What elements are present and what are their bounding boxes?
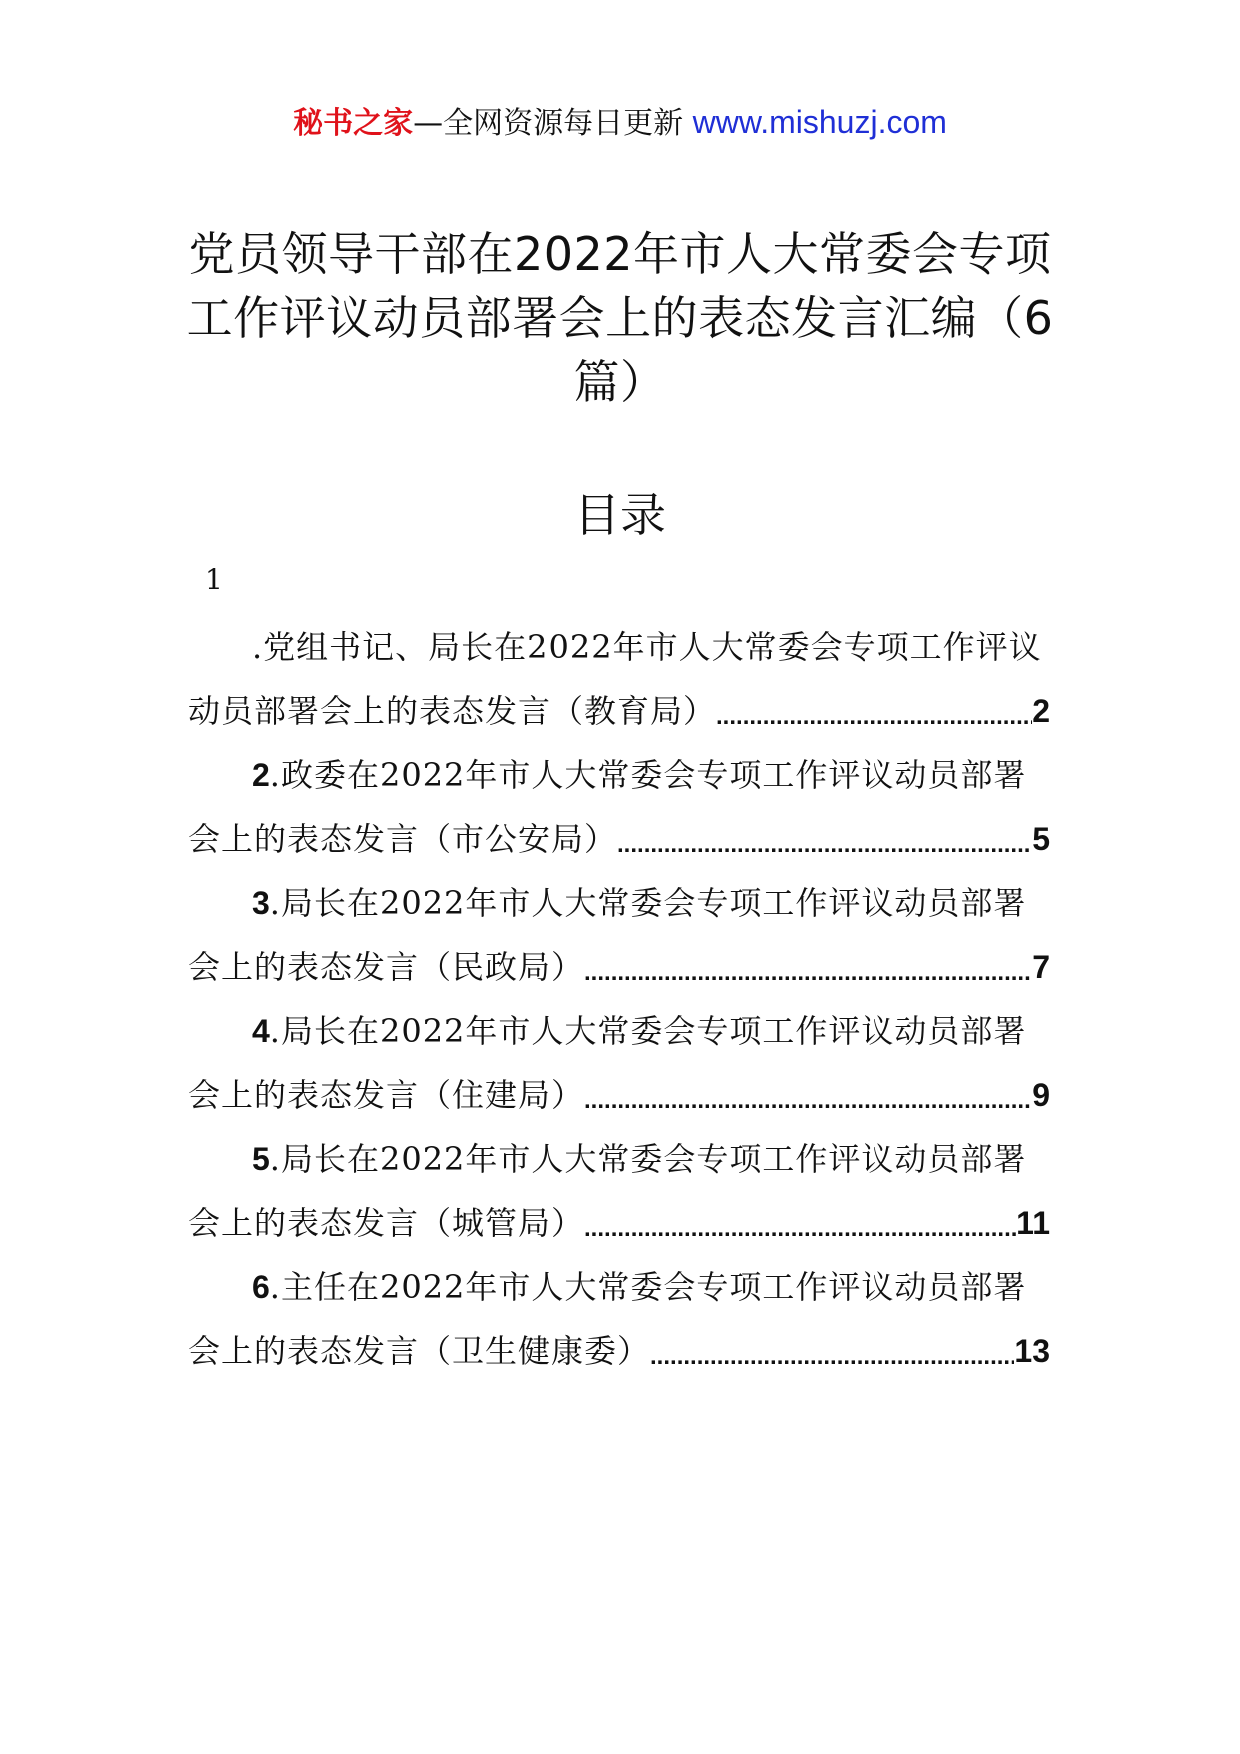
toc-entry-line2: 动员部署会上的表态发言（教育局） (188, 692, 717, 730)
toc-entry-line2: 会上的表态发言（卫生健康委） (188, 1332, 651, 1370)
toc-entry-line1: .局长在2022年市人大常委会专项工作评议动员部署 (269, 884, 1027, 922)
toc-entry-line2: 会上的表态发言（民政局） (188, 948, 585, 986)
toc-entry-4[interactable] (188, 999, 1050, 1127)
toc-heading: 目录 (574, 488, 666, 542)
toc-entry-number: 6 (252, 1269, 270, 1305)
toc-entry-title (188, 871, 1050, 935)
toc-leader-dots (584, 1203, 1016, 1255)
toc-entry-1[interactable] (188, 615, 1050, 743)
toc-entry-page: 11 (1016, 1205, 1050, 1241)
toc-entry-page: 9 (1032, 1077, 1050, 1113)
toc-entry-page: 7 (1032, 949, 1050, 985)
toc-entry-page: 5 (1032, 821, 1050, 857)
site-slogan: —全网资源每日更新 (413, 106, 684, 141)
toc-entry-line1: .主任在2022年市人大常委会专项工作评议动员部署 (269, 1268, 1027, 1306)
brand-name: 秘书之家 (293, 106, 414, 141)
toc-entry-line2: 会上的表态发言（市公安局） (188, 820, 618, 858)
toc-entry-title (188, 1255, 1050, 1319)
toc-entry-line1: .局长在2022年市人大常委会专项工作评议动员部署 (269, 1012, 1027, 1050)
toc-entry-page: 2 (1032, 693, 1050, 729)
toc-entry-3[interactable] (188, 871, 1050, 999)
toc-entry-title (188, 743, 1050, 807)
toc-leader-dots (650, 1331, 1014, 1383)
toc-entry-line1: .局长在2022年市人大常委会专项工作评议动员部署 (269, 1140, 1027, 1178)
toc-entry-6[interactable] (188, 1255, 1050, 1383)
toc-entry-continuation (188, 679, 1050, 743)
toc-entry-line2: 会上的表态发言（城管局） (188, 1204, 585, 1242)
toc-entry-2[interactable] (188, 743, 1050, 871)
toc-entry-number: 3 (252, 885, 270, 921)
site-header (0, 102, 1240, 144)
toc-entry-continuation (188, 1063, 1050, 1127)
toc-entry-number: 4 (252, 1013, 270, 1049)
toc-entry-line1: .党组书记、局长在2022年市人大常委会专项工作评议 (252, 628, 1042, 666)
toc-leader-dots (584, 1075, 1032, 1127)
toc-entry-title (188, 615, 1050, 679)
toc-entry-title (188, 1127, 1050, 1191)
toc-entry-page: 13 (1014, 1333, 1050, 1369)
toc-first-number: 1 (205, 563, 223, 596)
document-title: 党员领导干部在2022年市人大常委会专项工作评议动员部署会上的表态发言汇编（6篇） (186, 227, 1054, 409)
toc-entry-number: 2 (252, 757, 270, 793)
toc-leader-dots (584, 947, 1032, 999)
toc-entry-continuation (188, 807, 1050, 871)
toc-entry-line1: .政委在2022年市人大常委会专项工作评议动员部署 (269, 756, 1027, 794)
toc-entry-continuation (188, 1319, 1050, 1383)
website-link[interactable]: www.mishuzj.com (692, 104, 947, 140)
toc-leader-dots (617, 819, 1032, 871)
toc-entry-continuation (188, 1191, 1050, 1255)
toc-entry-continuation (188, 935, 1050, 999)
toc-entry-5[interactable] (188, 1127, 1050, 1255)
toc-entry-line2: 会上的表态发言（住建局） (188, 1076, 585, 1114)
toc-entry-title (188, 999, 1050, 1063)
toc-leader-dots (716, 691, 1032, 743)
table-of-contents (188, 615, 1050, 1383)
toc-entry-number: 5 (252, 1141, 270, 1177)
